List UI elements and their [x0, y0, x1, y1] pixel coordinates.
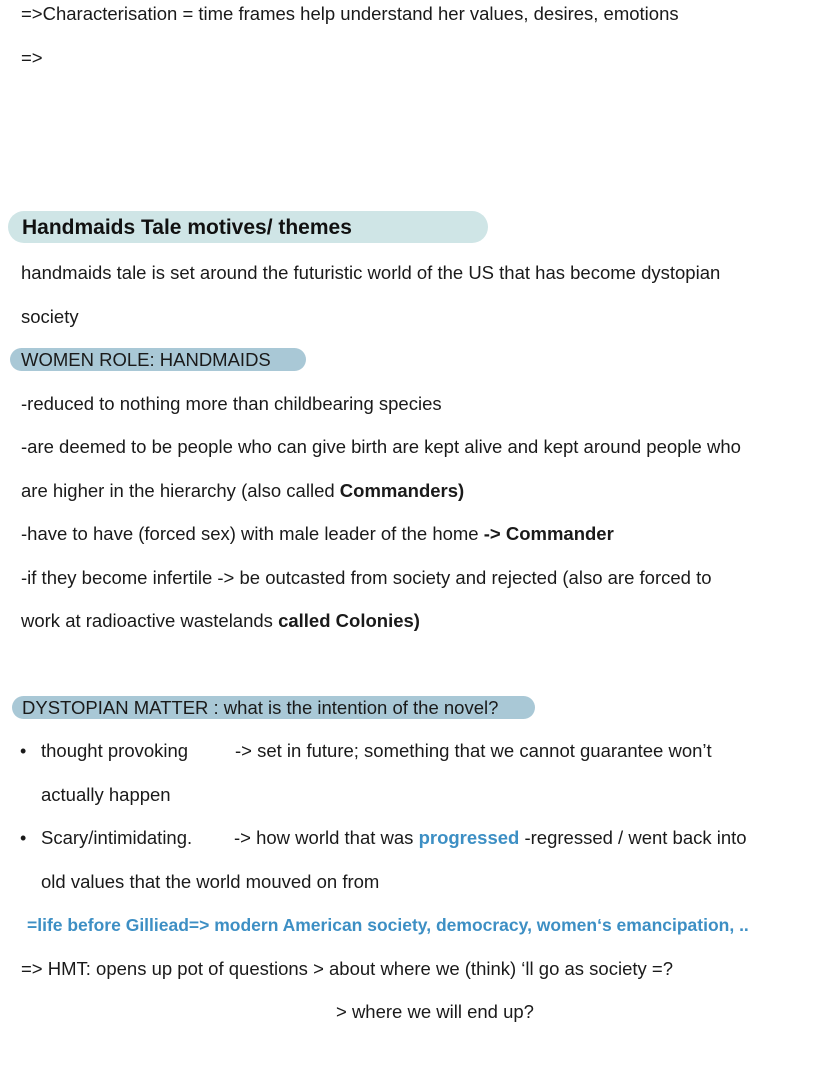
women-point-2: -are deemed to be people who can give birth are kept alive and kept around people who: [21, 436, 741, 457]
women-point-4: -if they become infertile -> be outcasted from society and rejected (also are forced to: [21, 567, 712, 588]
women-role-label: WOMEN ROLE: HANDMAIDS: [21, 349, 271, 370]
arrow-line: =>: [21, 47, 43, 68]
hmt-question-cont: > where we will end up?: [336, 1001, 534, 1022]
bullet-2-text: [234, 826, 747, 850]
women-point-4-text: work at radioactive wastelands: [21, 610, 279, 631]
dystopian-matter-label: DYSTOPIAN MATTER : what is the intention of the novel?: [22, 697, 499, 718]
bullet-1-icon: •: [20, 741, 27, 761]
bullet-1-term: thought provoking: [41, 740, 189, 761]
bullet-2-text-c: -regressed / went back into: [519, 827, 747, 848]
women-point-2-text: are higher in the hierarchy (also called: [21, 480, 340, 501]
colonies-term: called Colonies): [278, 610, 420, 631]
characterisation-line: =>Characterisation = time frames help understand her values, desires, emotions: [21, 3, 679, 24]
bullet-1-text: -> set in future; something that we cannot guarantee won’t: [235, 740, 712, 761]
section-heading: Handmaids Tale motives/ themes: [22, 216, 352, 239]
hmt-question-line: => HMT: opens up pot of questions > about where we (think) ‘ll go as society =?: [21, 958, 673, 979]
intro-line-1: handmaids tale is set around the futuristic world of the US that has become dystopian: [21, 262, 721, 283]
women-point-4-cont: [21, 609, 420, 633]
bullet-2-text-a: -> how world that was: [234, 827, 419, 848]
commander-term: -> Commander: [483, 523, 614, 544]
intro-line-2: society: [21, 306, 79, 327]
life-before-gilead-line: =life before Gilliead=> modern American society, democracy, women‘s emancipation, ..: [27, 915, 749, 935]
women-point-2-cont: [21, 479, 464, 503]
women-point-3: [21, 522, 614, 546]
bullet-1-cont: actually happen: [41, 784, 171, 805]
women-point-1: -reduced to nothing more than childbearing species: [21, 393, 442, 414]
bullet-2-term: Scary/intimidating.: [41, 827, 193, 848]
bullet-2-icon: •: [20, 828, 27, 848]
bullet-2-cont: old values that the world mouved on from: [41, 871, 380, 892]
women-point-3-text: -have to have (forced sex) with male leader of the home: [21, 523, 484, 544]
progressed-term: progressed: [418, 827, 520, 848]
commanders-term: Commanders): [339, 480, 465, 501]
